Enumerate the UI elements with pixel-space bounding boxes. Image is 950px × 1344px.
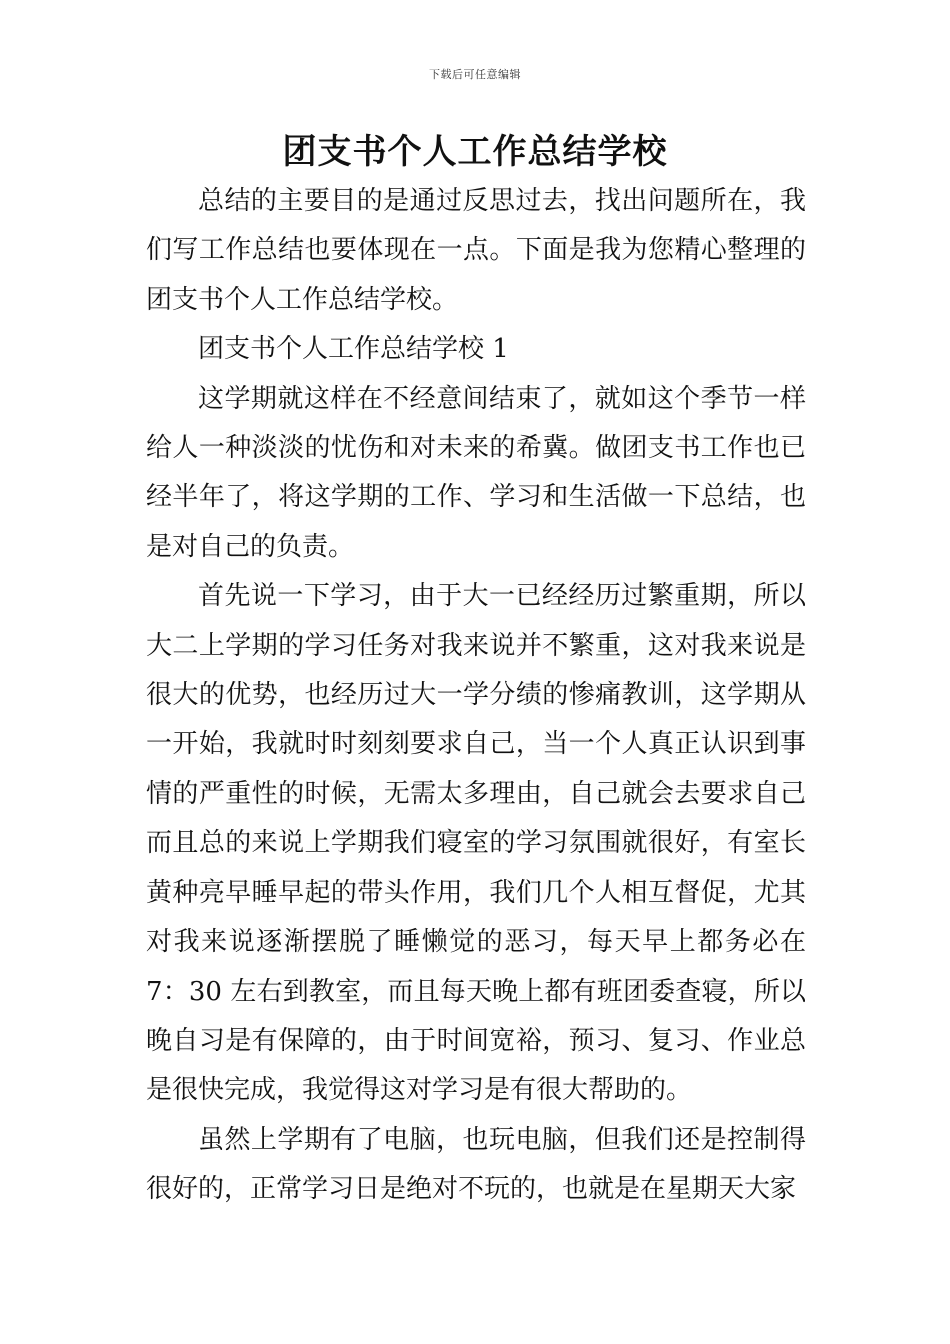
document-body: [146, 177, 806, 1215]
header-note: 下载后可任意编辑: [429, 68, 521, 81]
document-title: 团支书个人工作总结学校: [282, 132, 668, 172]
paragraph: 首先说一下学习，由于大一已经经历过繁重期，所以大二上学期的学习任务对我来说并不繁重，这对我来说是很大的优势，也经历过大一学分绩的惨痛教训，这学期从一开始，我就时时刻刻要求自己，当一个人真正认识到事情的严重性的时候，无需太多理由，自己就会去要求自己而且总的来说上学期我们寝室的学习氛围就很好，有室长黄种亮早睡早起的带头作用，我们几个人相互督促，尤其对我来说逐渐摆脱了睡懒觉的恶习，每天早上都务必在 7：30 左右到教室，而且每天晚上都有班团委查寝，所以晚自习是有保障的，由于时间宽裕，预习、复习、作业总是很快完成，我觉得这对学习是有很大帮助的。: [146, 581, 806, 1106]
paragraph: 这学期就这样在不经意间结束了，就如这个季节一样给人一种淡淡的忧伤和对未来的希冀。做团支书工作也已经半年了，将这学期的工作、学习和生活做一下总结，也是对自己的负责。: [146, 383, 806, 562]
section-heading: 团支书个人工作总结学校 1: [198, 334, 509, 365]
paragraph: 虽然上学期有了电脑，也玩电脑，但我们还是控制得很好的，正常学习日是绝对不玩的，也就是在星期天大家: [146, 1124, 806, 1205]
paragraph-intro: 总结的主要目的是通过反思过去，找出问题所在，我们写工作总结也要体现在一点。下面是我为您精心整理的团支书个人工作总结学校。: [146, 186, 806, 315]
